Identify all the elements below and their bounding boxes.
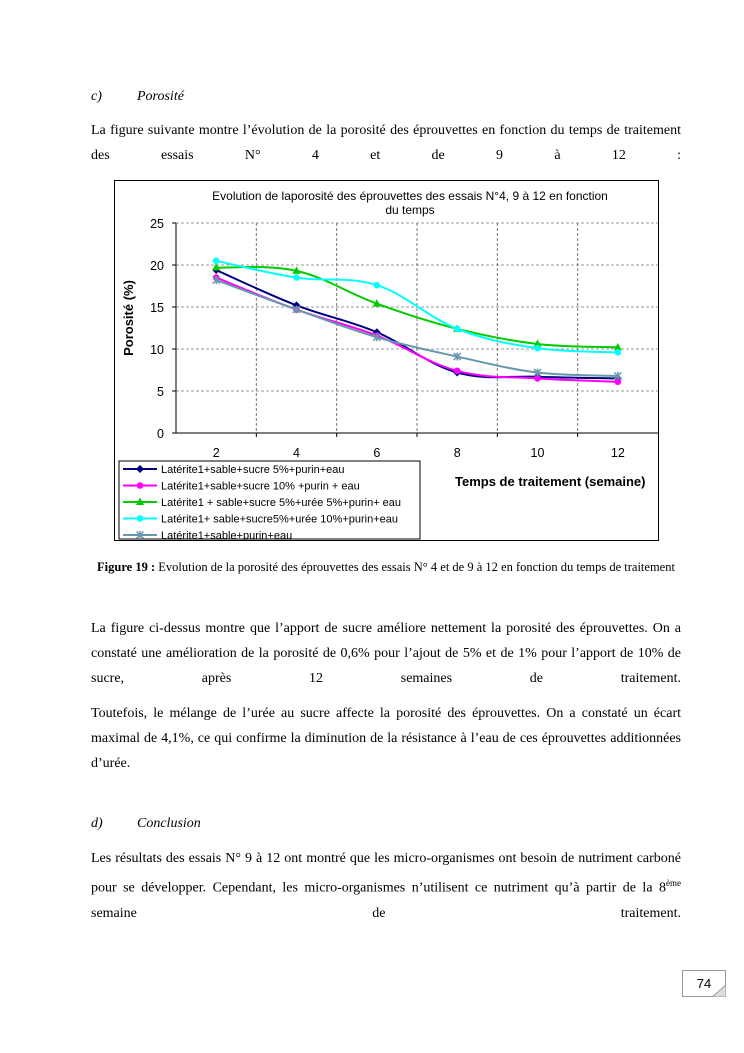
- y-tick-label: 0: [157, 427, 164, 441]
- page-number: 74: [682, 970, 726, 997]
- y-tick-label: 5: [157, 385, 164, 399]
- y-tick-label: 20: [150, 259, 164, 273]
- data-point-series-4: [534, 345, 541, 352]
- y-axis-label: Porosité (%): [121, 280, 136, 356]
- x-tick-label: 2: [212, 446, 220, 460]
- data-point-series-4: [374, 282, 381, 289]
- data-point-series-4: [615, 349, 622, 356]
- paragraph-urea-effect: Toutefois, le mélange de l’urée au sucre affecte la porosité des éprouvettes. On a constaté un écart maximal de 4,1%, ce qui confirme la diminution de la résistance à l’eau de ces éprouvettes additionnées d’urée.: [91, 706, 681, 771]
- legend-marker-4: [137, 515, 144, 522]
- figure-caption-label: Figure 19 :: [97, 560, 156, 574]
- figure-caption-text: Evolution de la porosité des éprouvettes des essais N° 4 et de 9 à 12 en fonction du temps de traitement: [155, 560, 675, 574]
- paragraph-sugar-effect: La figure ci-dessus montre que l’apport de sucre améliore nettement la porosité des éprouvettes. On a constaté une amélioration de la porosité de 0,6% pour l’ajout de 5% et de 1% pour l’apport de 10% de sucre, après 12 semaines de traitement.: [91, 621, 681, 686]
- data-point-series-4: [293, 274, 300, 281]
- legend-label-5: Latérite1+sable+purin+eau: [161, 530, 293, 540]
- y-tick-label: 10: [150, 343, 164, 357]
- conclusion-text-end: semaine de traitement.: [91, 905, 681, 921]
- x-tick-label: 4: [293, 446, 300, 460]
- x-axis-label: Temps de traitement (semaine): [455, 474, 646, 489]
- section-c-title: Porosité: [137, 89, 184, 104]
- legend-label-1: Latérite1+sable+sucre 5%+purin+eau: [161, 464, 345, 476]
- data-point-series-4: [454, 326, 461, 333]
- intro-paragraph: La figure suivante montre l’évolution de la porosité des éprouvettes en fonction du temps de traitement des essais N° 4 et de 9 à 12 :: [91, 123, 681, 163]
- y-tick-label: 15: [150, 301, 164, 315]
- legend-marker-2: [137, 482, 144, 489]
- page-corner-icon: [712, 985, 726, 997]
- legend-label-2: Latérite1+sable+sucre 10% +purin + eau: [161, 480, 360, 493]
- section-d-title: Conclusion: [137, 816, 201, 831]
- chart-title-line-1: Evolution de laporosité des éprouvettes des essais N°4, 9 à 12 en fonction: [212, 189, 608, 203]
- figure-caption: [91, 555, 681, 580]
- x-tick-label: 8: [453, 446, 461, 460]
- porosity-chart: [114, 180, 659, 541]
- legend-label-4: Latérite1+ sable+sucre5%+urée 10%+purin+eau: [161, 513, 398, 526]
- section-d-number: d): [91, 816, 103, 831]
- section-c-number: c): [91, 89, 102, 104]
- conclusion-superscript: ème: [666, 878, 681, 888]
- x-tick-label: 10: [530, 446, 545, 460]
- legend-label-3: Latérite1 + sable+sucre 5%+urée 5%+purin+ eau: [161, 497, 402, 509]
- data-point-series-4: [213, 258, 220, 265]
- porosity-chart-svg: [115, 181, 658, 540]
- chart-title-line-2: du temps: [385, 203, 435, 217]
- data-point-series-2: [454, 368, 461, 375]
- conclusion-paragraph: [91, 846, 681, 951]
- x-tick-label: 6: [373, 446, 381, 460]
- x-tick-label: 12: [610, 446, 625, 460]
- conclusion-text-start: Les résultats des essais N° 9 à 12 ont montré que les micro-organismes ont besoin de nutriment carboné pour se développer. Cependant, les micro-organismes n’utilisent ce nutriment qu’à partir de la 8: [91, 851, 681, 896]
- y-tick-label: 25: [150, 217, 164, 231]
